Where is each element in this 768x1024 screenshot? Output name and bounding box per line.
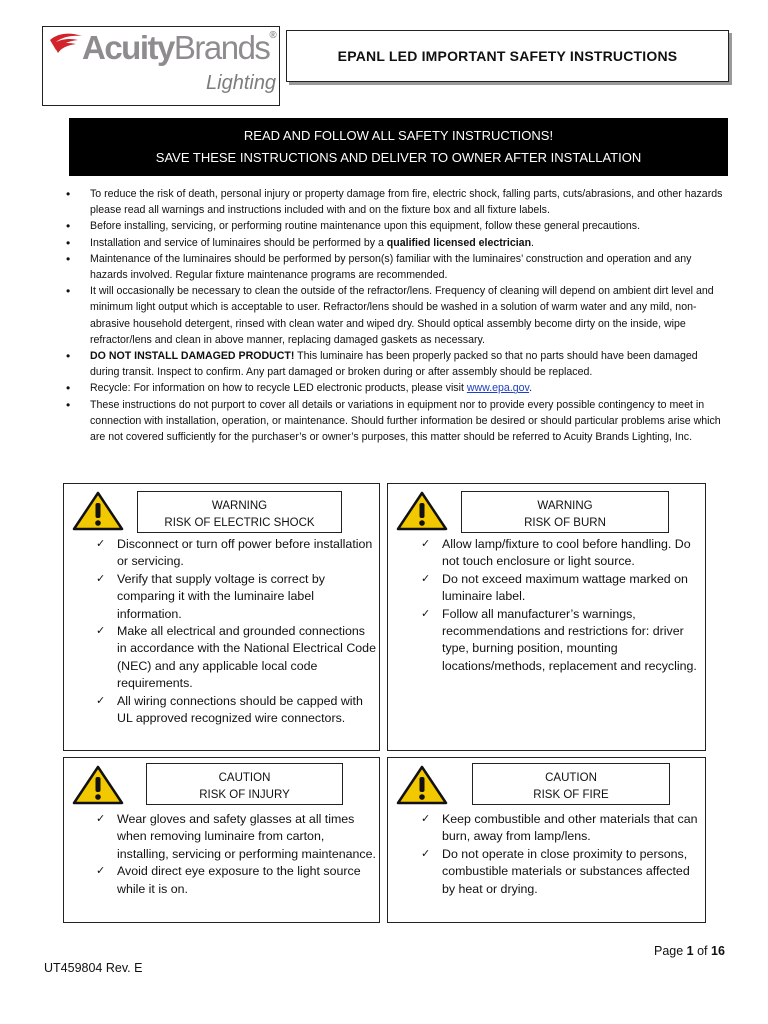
logo-subtitle: Lighting — [206, 72, 277, 94]
fire-checklist — [418, 811, 703, 898]
checklist-item: ✓ Follow all manufacturer’s warnings, recommendations and restrictions for: driver type, burning position, mounting locations/methods, replacement and recycling. — [418, 606, 703, 676]
safety-banner — [69, 118, 728, 176]
caution-label-injury: CAUTION RISK OF INJURY — [146, 763, 343, 805]
list-item: • DO NOT INSTALL DAMAGED PRODUCT! This luminaire has been properly packed so that no parts should have been damaged during transit. Inspect to confirm. Any part damaged or broken during or after assembly should be replaced. — [63, 348, 723, 380]
epa-link[interactable]: www.epa.gov — [466, 382, 530, 395]
injury-checklist — [93, 811, 378, 898]
list-item: • Before installing, servicing, or performing routine maintenance upon this equipment, follow these general precautions. — [63, 218, 723, 234]
list-item: • Installation and service of luminaires should be performed by a qualified licensed electrician. — [63, 235, 723, 251]
checklist-item: ✓ Do not operate in close proximity to persons, combustible materials or substances affected by heat or drying. — [418, 846, 703, 898]
page-number: Page 1 of 16 — [654, 944, 725, 958]
warning-triangle-icon — [395, 764, 449, 806]
checklist-item: ✓ Make all electrical and grounded connections in accordance with the National Electrical Code (NEC) and any applicable local code requirements. — [93, 623, 378, 693]
warning-triangle-icon — [395, 490, 449, 532]
document-title: EPANL LED IMPORTANT SAFETY INSTRUCTIONS — [286, 30, 729, 82]
checklist-item: ✓ All wiring connections should be capped with UL approved recognized wire connectors. — [93, 693, 378, 728]
banner-line-2: SAVE THESE INSTRUCTIONS AND DELIVER TO OWNER AFTER INSTALLATION — [155, 150, 642, 165]
caution-label-fire: CAUTION RISK OF FIRE — [472, 763, 670, 805]
electric-shock-checklist — [93, 536, 378, 727]
qualified-electrician-emphasis: qualified licensed electrician — [386, 236, 532, 249]
logo-wordmark: AcuityBrands® — [82, 29, 276, 66]
general-precautions-list — [63, 186, 723, 445]
damaged-product-emphasis: DO NOT INSTALL DAMAGED PRODUCT! — [90, 350, 295, 363]
checklist-item: ✓ Verify that supply voltage is correct by comparing it with the luminaire label information. — [93, 571, 378, 623]
list-item: • It will occasionally be necessary to clean the outside of the refractor/lens. Frequency of cleaning will depend on ambient dirt level and minimum light output which is acceptable to user. Refractor/lens should be washed in a solution of warm water and any mild, non-abrasive household detergent, rinsed with clean water and wiped dry. Should optical assembly become dirty on the inside, wipe refractor/lens and clean in above manner, replacing damaged gaskets as necessary. — [63, 283, 723, 348]
document-id: UT459804 Rev. E — [44, 961, 143, 975]
warning-label-burn: WARNING RISK OF BURN — [461, 491, 669, 533]
checklist-item: ✓ Keep combustible and other materials that can burn, away from lamp/lens. — [418, 811, 703, 846]
acuity-swoosh-icon — [48, 32, 86, 58]
warning-label-electric-shock: WARNING RISK OF ELECTRIC SHOCK — [137, 491, 342, 533]
checklist-item: ✓ Disconnect or turn off power before installation or servicing. — [93, 536, 378, 571]
checklist-item: ✓ Avoid direct eye exposure to the light source while it is on. — [93, 863, 378, 898]
list-item: • To reduce the risk of death, personal injury or property damage from fire, electric shock, falling parts, cuts/abrasions, and other hazards please read all warnings and instructions included with and on the fixture box and all fixture labels. — [63, 186, 723, 218]
checklist-item: ✓ Allow lamp/fixture to cool before handling. Do not touch enclosure or light source. — [418, 536, 703, 571]
list-item: • These instructions do not purport to cover all details or variations in equipment nor to provide every possible contingency to meet in connection with installation, operation, or maintenance. Should further information be desired or should particular problems arise which are not covered sufficiently for the purchaser’s or owner’s purposes, this matter should be referred to Acuity Brands Lighting, Inc. — [63, 397, 723, 446]
warning-triangle-icon — [71, 764, 125, 806]
burn-checklist — [418, 536, 703, 675]
list-item: • Recycle: For information on how to recycle LED electronic products, please visit www.epa.gov. — [63, 380, 723, 396]
list-item: • Maintenance of the luminaires should be performed by person(s) familiar with the luminaires’ construction and operation and any hazards involved. Regular fixture maintenance programs are recommended. — [63, 251, 723, 283]
checklist-item: ✓ Do not exceed maximum wattage marked on luminaire label. — [418, 571, 703, 606]
warning-triangle-icon — [71, 490, 125, 532]
banner-line-1: READ AND FOLLOW ALL SAFETY INSTRUCTIONS! — [243, 128, 554, 143]
checklist-item: ✓ Wear gloves and safety glasses at all times when removing luminaire from carton, installing, servicing or performing maintenance. — [93, 811, 378, 863]
